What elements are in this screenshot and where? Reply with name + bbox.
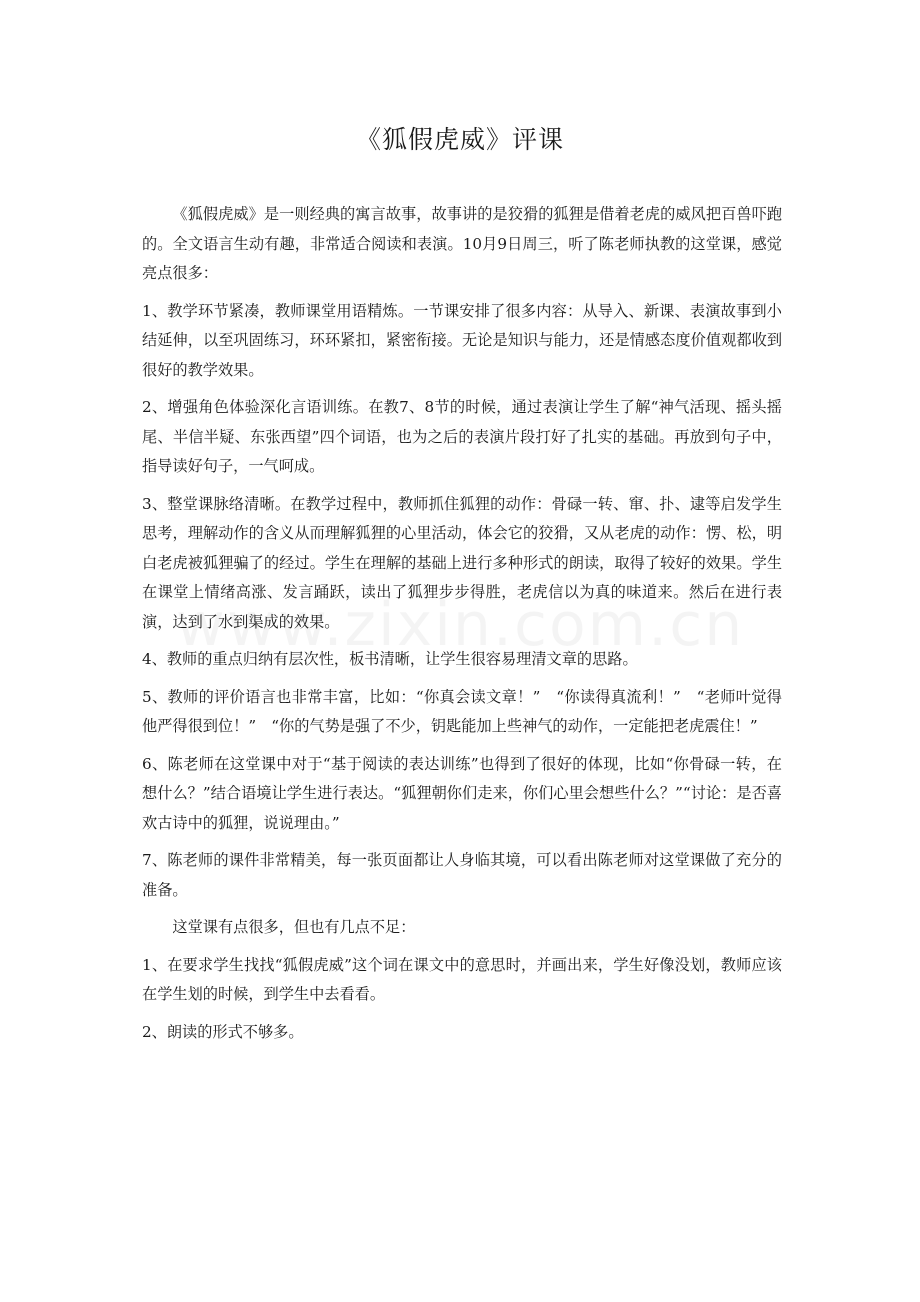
highlight-item-1: 1、教学环节紧凑，教师课堂用语精炼。一节课安排了很多内容：从导入、新课、表演故事到小结延伸，以至巩固练习，环环紧扣，紧密衔接。无论是知识与能力，还是情感态度价值观都收到很好的教学效果。 xyxy=(142,301,782,379)
document-title: 《狐假虎威》评课 xyxy=(355,125,564,154)
highlight-item-6: 6、陈老师在这堂课中对于“基于阅读的表达训练”也得到了很好的体现，比如“你骨碌一转，在想什么？”结合语境让学生进行表达。“狐狸朝你们走来，你们心里会想些什么？”“讨论：是否喜欢古诗中的狐狸，说说理由。” xyxy=(142,754,782,832)
highlight-item-3: 3、整堂课脉络清晰。在教学过程中，教师抓住狐狸的动作：骨碌一转、窜、扑、逮等启发学生思考，理解动作的含义从而理解狐狸的心里活动，体会它的狡猾，又从老虎的动作：愣、松，明白老虎被狐狸骗了的经过。学生在理解的基础上进行多种形式的朗读，取得了较好的效果。学生在课堂上情绪高涨、发言踊跃，读出了狐狸步步得胜，老虎信以为真的味道来。然后在进行表演，达到了水到渠成的效果。 xyxy=(142,494,782,631)
shortcomings-intro: 这堂课有点很多，但也有几点不足： xyxy=(172,918,416,936)
shortcoming-item-2: 2、朗读的形式不够多。 xyxy=(142,1022,304,1041)
intro-paragraph: 《狐假虎威》是一则经典的寓言故事，故事讲的是狡猾的狐狸是借着老虎的威风把百兽吓跑的。全文语言生动有趣，非常适合阅读和表演。10月9日周三，听了陈老师执教的这堂课，感觉亮点很多： xyxy=(142,205,782,282)
shortcoming-item-1: 1、在要求学生找找“狐假虎威”这个词在课文中的意思时，并画出来，学生好像没划，教师应该在学生划的时候，到学生中去看看。 xyxy=(142,955,782,1003)
document-body xyxy=(142,200,782,1055)
highlight-item-7: 7、陈老师的课件非常精美，每一张页面都让人身临其境，可以看出陈老师对这堂课做了充分的准备。 xyxy=(142,851,782,899)
highlight-item-5: 5、教师的评价语言也非常丰富，比如：“你真会读文章！” “你读得真流利！” “老师叶觉得他严得很到位！” “你的气势是强了不少，钥匙能加上些神气的动作，一定能把老虎震住！” xyxy=(142,687,782,735)
highlight-item-2: 2、增强角色体验深化言语训练。在教7、8节的时候，通过表演让学生了解“神气活现、摇头摇尾、半信半疑、东张西望”四个词语，也为之后的表演片段打好了扎实的基础。再放到句子中，指导读好句子，一气呵成。 xyxy=(142,398,782,475)
highlight-item-4: 4、教师的重点归纳有层次性，板书清晰，让学生很容易理清文章的思路。 xyxy=(142,650,638,668)
